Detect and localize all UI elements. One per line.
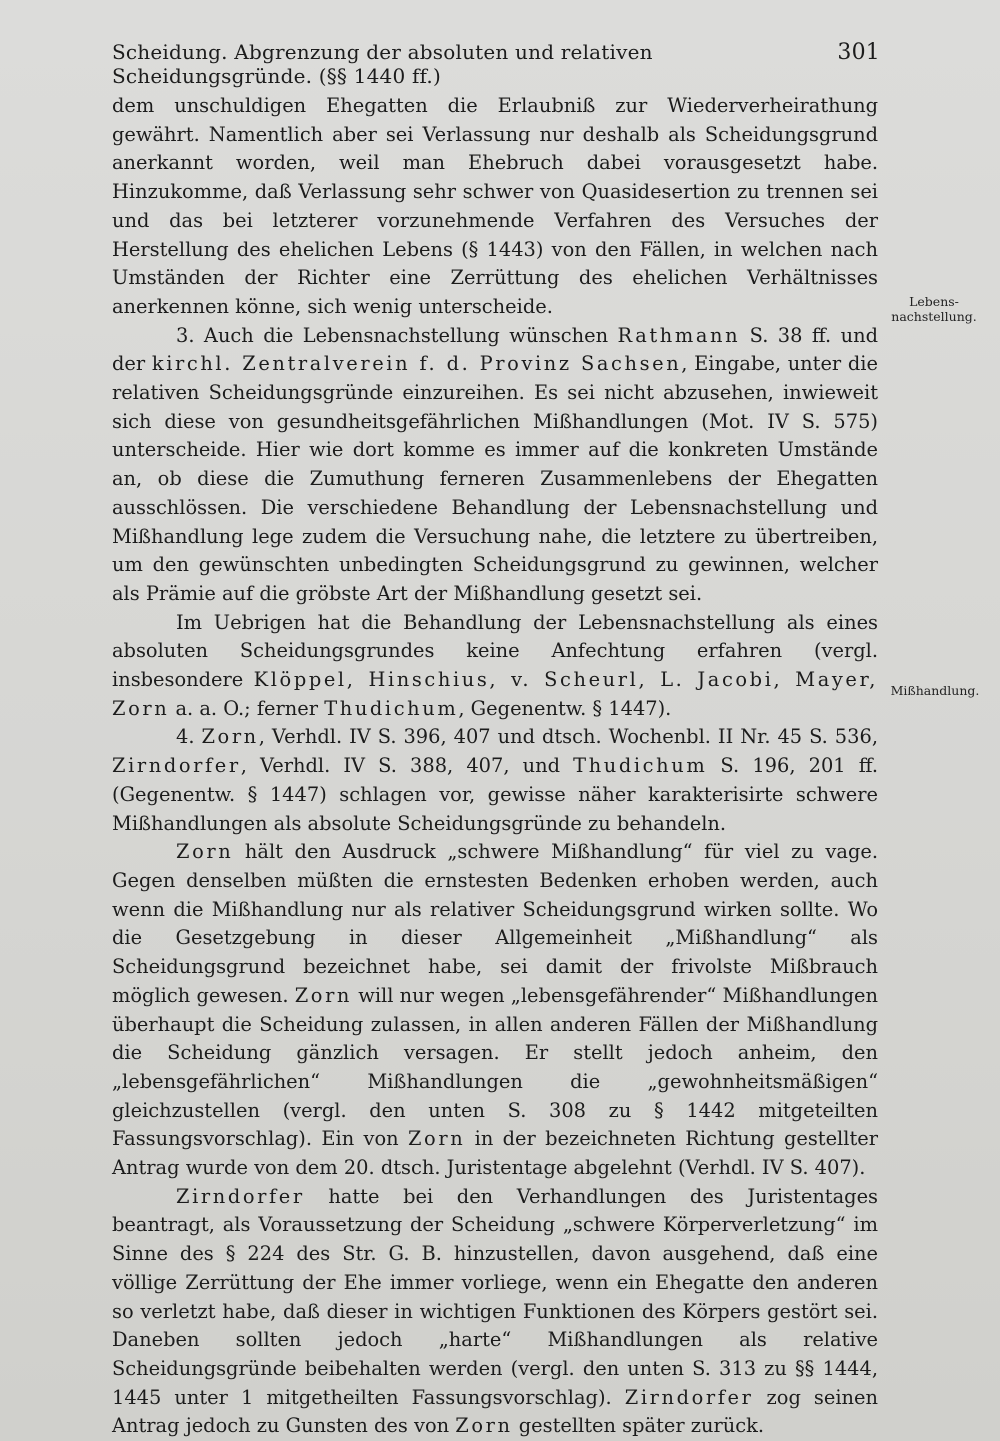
text-run: hatte bei den Verhandlungen des Juristentages beantragt, als Voraussetzung der Scheidung „schwere Körperverletzung“ im Sinne des § 224 des Str. G. B. hinzustellen, davon ausgehend, daß eine völlige Zerrüttung der Ehe immer vorliege, wenn ein Ehegatte den anderen so verletzt habe, daß dieser in wichtigen Funktionen des Körpers gestört sei. Daneben sollten jedoch „harte“ Mißhandlungen als relative Scheidungsgründe beibehalten werden (vergl. den unten S. 313 zu §§ 1444, 1445 unter 1 mitgetheilten Fassungsvorschlag). xyxy=(112,1184,878,1409)
text-run: gestellten später zurück. xyxy=(512,1414,765,1438)
paragraph-misshandlung xyxy=(112,723,878,838)
text-run: hält den Ausdruck „schwere Mißhandlung“ für viel zu vage. Gegen denselben müßten die ernstesten Bedenken erhoben werden, auch wenn die Mißhandlung nur als relativer Scheidungsgrund wirken sollte. Wo die Gesetzgebung in dieser Allgemeinheit „Mißhandlung“ als Scheidungsgrund bezeichnet habe, sei damit der frivolste Mißbrauch möglich gewesen. xyxy=(112,840,878,1007)
spaced-name: Zorn xyxy=(294,983,353,1007)
text-run: , Eingabe, unter die relativen Scheidungsgründe einzureihen. Es sei nicht abzusehen, inwieweit sich diese von gesundheitsgefährlichen Mißhandlungen (Mot. IV S. 575) unterscheide. Hier wie dort komme es immer auf die konkreten Umstände an, ob diese die Zumuthung ferneren Zusammenlebens der Ehegatten ausschlössen. Die verschiedene Behandlung der Lebensnachstellung und Mißhandlung lege zudem die Versuchung nahe, die letztere zu übertreiben, um den gewünschten unbedingten Scheidungsgrund zu gewinnen, welcher als Prämie auf die gröbste Art der Mißhandlung gesetzt sei. xyxy=(112,352,878,605)
marginal-note-lebensnachstellung: Lebens- nachstellung. xyxy=(891,294,977,324)
text-run: 4. xyxy=(176,725,202,749)
spaced-name: Zirndorfer xyxy=(624,1385,754,1409)
spaced-name: Rathmann xyxy=(617,323,741,347)
text-run: in der bezeichneten Richtung gestellter Antrag wurde von dem 20. dtsch. Juristentage abgelehnt (Verhdl. IV S. 407). xyxy=(112,1127,878,1180)
spaced-name: Thudichum xyxy=(573,754,708,778)
spaced-name: Zirndorfer xyxy=(176,1184,305,1208)
text-run: S. 196, 201 ff. (Gegenentw. § 1447) schlagen vor, gewisse näher karakterisirte schwere Mißhandlungen als absolute Scheidungsgründe zu behandeln. xyxy=(112,754,878,835)
text-run: , Verhdl. IV S. 388, 407, und xyxy=(240,754,574,778)
paragraph-zorn xyxy=(112,838,878,1182)
paragraph-lebensnachstellung xyxy=(112,322,878,609)
paragraph-continued xyxy=(112,92,878,322)
spaced-name: Zorn xyxy=(201,725,259,749)
spaced-name: Zorn xyxy=(407,1127,466,1151)
spaced-name: Klöppel, Hinschius, v. Scheurl, L. Jacobi, Mayer, Zorn xyxy=(112,668,878,720)
text-run: dem unschuldigen Ehegatten die Erlaubniß zur Wiederverheirathung gewährt. Namentlich aber sei Verlassung nur deshalb als Scheidungsgrund anerkannt worden, weil man Ehebruch dabei vorausgesetzt habe. Hinzukomme, daß Verlassung sehr schwer von Quasidesertion zu trennen sei und das bei letzterer vorzunehmende Verfahren des Versuches der Herstellung des ehelichen Lebens (§ 1443) von den Fällen, in welchen nach Umständen der Richter eine Zerrüttung des ehelichen Verhältnisses anerkennen könne, sich wenig unterscheide. xyxy=(112,94,878,318)
spaced-name: Thudichum xyxy=(324,696,459,720)
text-run: will nur wegen „lebensgefährender“ Mißhandlungen überhaupt die Scheidung zulassen, in allen anderen Fällen der Mißhandlung die Scheidung gänzlich versagen. Er stellt jedoch anheim, den „lebensgefährlichen“ Mißhandlungen die „gewohnheitsmäßigen“ gleichzustellen (vergl. den unten S. 308 zu § 1442 mitgeteilten Fassungsvorschlag). Ein von xyxy=(112,983,879,1151)
text-run: a. a. O.; ferner xyxy=(169,696,325,720)
text-run: , Verhdl. IV S. 396, 407 und dtsch. Wochenbl. II Nr. 45 S. 536, xyxy=(258,725,878,749)
spaced-name: Zorn xyxy=(455,1414,513,1438)
text-run: , Gegenentw. § 1447). xyxy=(458,696,672,720)
running-head xyxy=(112,40,880,88)
text-run: Im Uebrigen hat die Behandlung der Lebensnachstellung als eines absoluten Scheidungsgrundes keine Anfechtung erfahren (vergl. insbesondere xyxy=(112,610,878,692)
text-run: S. 38 ff. und der xyxy=(112,323,878,376)
body-text xyxy=(112,92,878,1441)
spaced-name: Zorn xyxy=(176,840,234,864)
page-number: 301 xyxy=(837,40,880,65)
text-run: 3. Auch die Lebensnachstellung wünschen xyxy=(176,323,618,347)
spaced-name: Zirndorfer xyxy=(112,754,241,778)
paragraph-zirndorfer xyxy=(112,1183,878,1441)
running-head-title: Scheidung. Abgrenzung der absoluten und relativen Scheidungsgründe. (§§ 1440 ff.) xyxy=(112,40,653,88)
spaced-name: kirchl. Zentralverein f. d. Provinz Sachsen xyxy=(151,352,682,376)
text-run: zog seinen Antrag jedoch zu Gunsten des von xyxy=(112,1385,878,1438)
marginal-note-misshandlung: Mißhandlung. xyxy=(890,683,980,698)
paragraph-uebrigen xyxy=(112,609,878,724)
